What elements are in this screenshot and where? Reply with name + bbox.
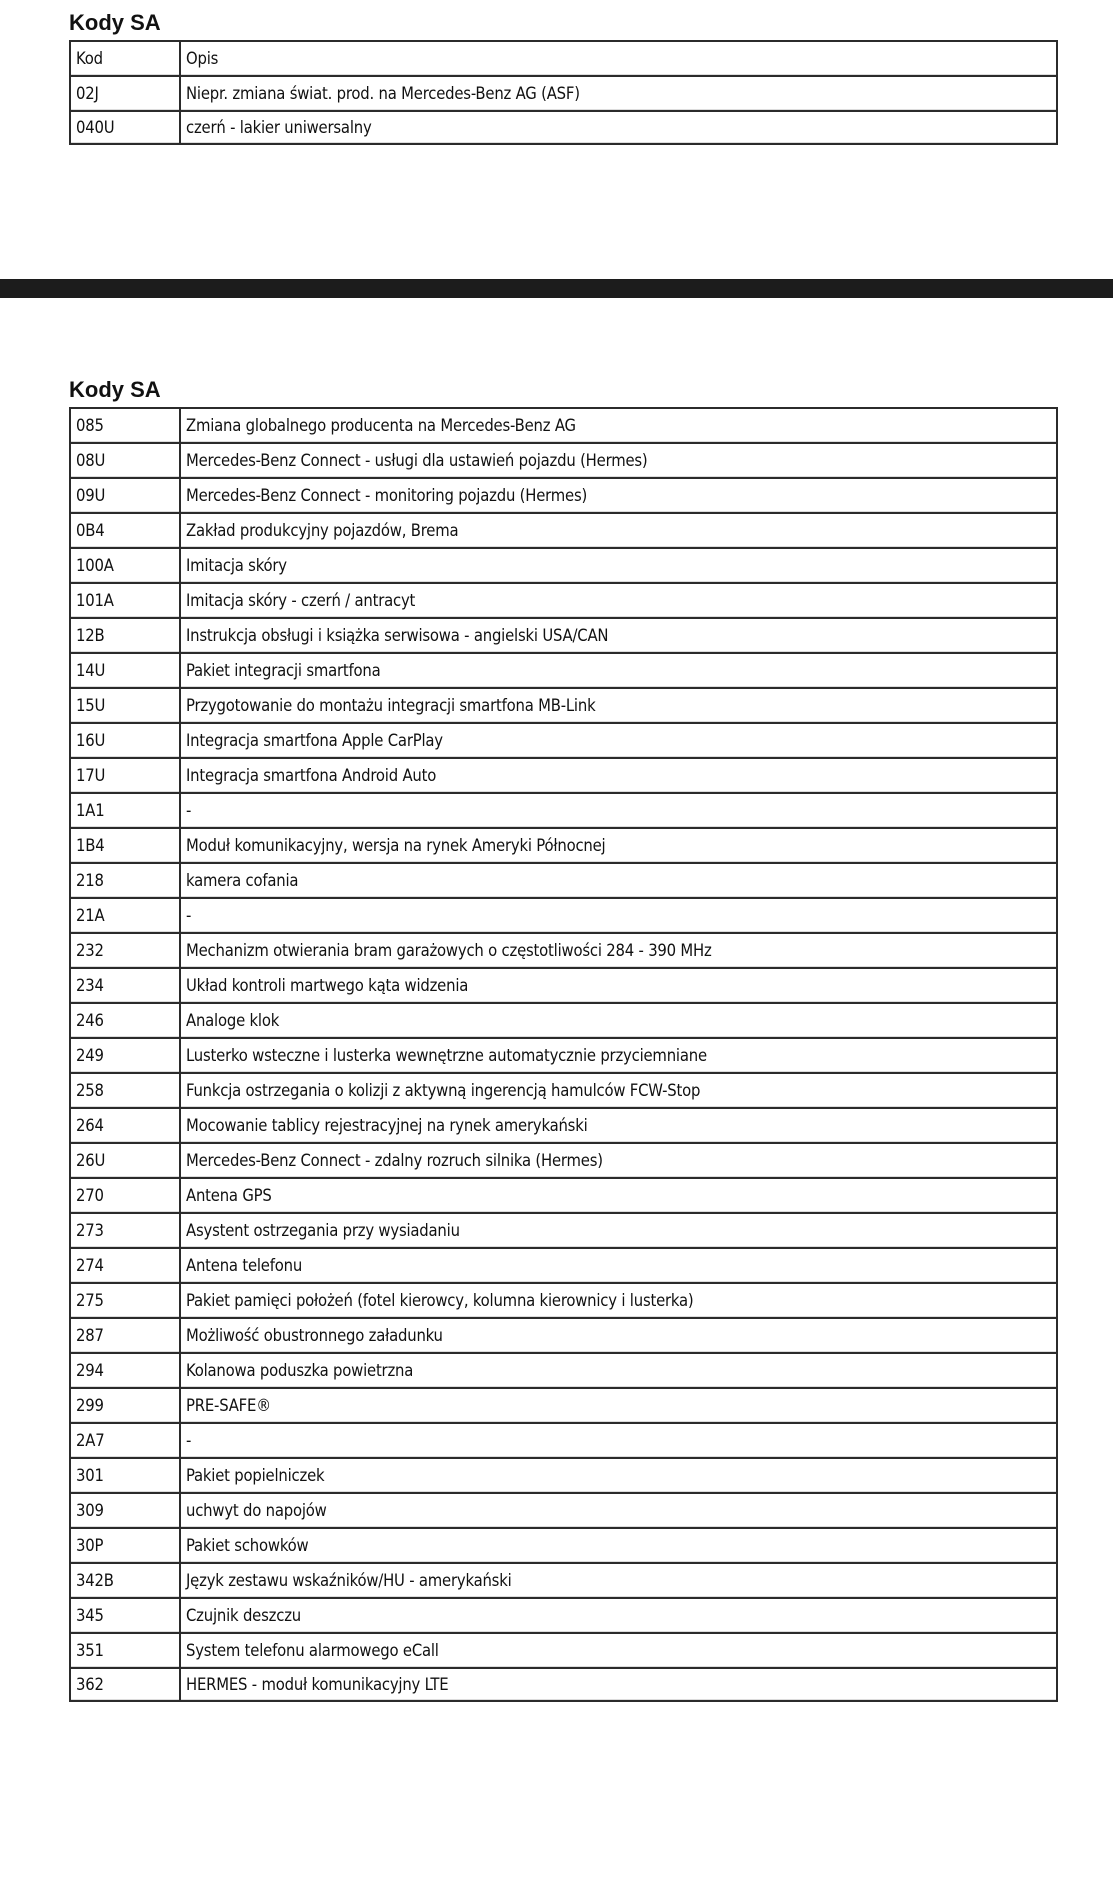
table-row bbox=[69, 757, 1058, 792]
code-cell: 12B bbox=[69, 617, 179, 652]
table-row bbox=[69, 1632, 1058, 1667]
table-row bbox=[69, 1282, 1058, 1317]
table-row bbox=[69, 407, 1058, 442]
description-cell: - bbox=[179, 1422, 1058, 1457]
description-cell: Możliwość obustronnego załadunku bbox=[179, 1317, 1058, 1352]
code-cell: 273 bbox=[69, 1212, 179, 1247]
table-row bbox=[69, 1212, 1058, 1247]
table-row bbox=[69, 75, 1058, 110]
table-row bbox=[69, 1667, 1058, 1702]
table-row bbox=[69, 722, 1058, 757]
code-cell: 100A bbox=[69, 547, 179, 582]
description-cell: Kolanowa poduszka powietrzna bbox=[179, 1352, 1058, 1387]
description-cell: Mercedes-Benz Connect - usługi dla ustawień pojazdu (Hermes) bbox=[179, 442, 1058, 477]
codes-table-main bbox=[69, 407, 1058, 1702]
table-row bbox=[69, 1107, 1058, 1142]
code-cell: 2A7 bbox=[69, 1422, 179, 1457]
table-row bbox=[69, 897, 1058, 932]
kody-sa-section-main bbox=[69, 373, 1058, 1702]
code-cell: 02J bbox=[69, 75, 179, 110]
description-cell: Analoge klok bbox=[179, 1002, 1058, 1037]
table-header-row bbox=[69, 40, 1058, 75]
description-cell: Pakiet integracji smartfona bbox=[179, 652, 1058, 687]
code-cell: 345 bbox=[69, 1597, 179, 1632]
description-cell: Czujnik deszczu bbox=[179, 1597, 1058, 1632]
code-cell: 246 bbox=[69, 1002, 179, 1037]
table-row bbox=[69, 1457, 1058, 1492]
description-cell: Zakład produkcyjny pojazdów, Brema bbox=[179, 512, 1058, 547]
code-cell: 274 bbox=[69, 1247, 179, 1282]
table-row bbox=[69, 1492, 1058, 1527]
description-cell: HERMES - moduł komunikacyjny LTE bbox=[179, 1667, 1058, 1702]
description-cell: Integracja smartfona Apple CarPlay bbox=[179, 722, 1058, 757]
table-row bbox=[69, 512, 1058, 547]
table-row bbox=[69, 1562, 1058, 1597]
code-cell: 09U bbox=[69, 477, 179, 512]
table-row bbox=[69, 547, 1058, 582]
code-cell: 218 bbox=[69, 862, 179, 897]
code-cell: 1B4 bbox=[69, 827, 179, 862]
description-cell: PRE-SAFE® bbox=[179, 1387, 1058, 1422]
table-row bbox=[69, 477, 1058, 512]
description-cell: Mercedes-Benz Connect - monitoring pojazdu (Hermes) bbox=[179, 477, 1058, 512]
table-row bbox=[69, 1142, 1058, 1177]
table-row bbox=[69, 932, 1058, 967]
table-row bbox=[69, 1177, 1058, 1212]
table-row bbox=[69, 1037, 1058, 1072]
table-row bbox=[69, 862, 1058, 897]
description-cell: Język zestawu wskaźników/HU - amerykański bbox=[179, 1562, 1058, 1597]
description-cell: czerń - lakier uniwersalny bbox=[179, 110, 1058, 145]
code-cell: 342B bbox=[69, 1562, 179, 1597]
description-cell: Pakiet popielniczek bbox=[179, 1457, 1058, 1492]
description-cell: Instrukcja obsługi i książka serwisowa - angielski USA/CAN bbox=[179, 617, 1058, 652]
description-cell: Pakiet schowków bbox=[179, 1527, 1058, 1562]
code-cell: 287 bbox=[69, 1317, 179, 1352]
table-row bbox=[69, 687, 1058, 722]
description-cell: - bbox=[179, 792, 1058, 827]
table-row bbox=[69, 110, 1058, 145]
table-row bbox=[69, 1527, 1058, 1562]
column-header-code: Kod bbox=[69, 40, 179, 75]
code-cell: 362 bbox=[69, 1667, 179, 1702]
table-row bbox=[69, 582, 1058, 617]
table-row bbox=[69, 652, 1058, 687]
code-cell: 15U bbox=[69, 687, 179, 722]
table-row bbox=[69, 617, 1058, 652]
description-cell: Funkcja ostrzegania o kolizji z aktywną ingerencją hamulców FCW-Stop bbox=[179, 1072, 1058, 1107]
description-cell: Układ kontroli martwego kąta widzenia bbox=[179, 967, 1058, 1002]
code-cell: 30P bbox=[69, 1527, 179, 1562]
description-cell: Mercedes-Benz Connect - zdalny rozruch silnika (Hermes) bbox=[179, 1142, 1058, 1177]
description-cell: Pakiet pamięci położeń (fotel kierowcy, kolumna kierownicy i lusterka) bbox=[179, 1282, 1058, 1317]
code-cell: 17U bbox=[69, 757, 179, 792]
section-divider-bar bbox=[0, 279, 1113, 298]
description-cell: Mocowanie tablicy rejestracyjnej na rynek amerykański bbox=[179, 1107, 1058, 1142]
code-cell: 1A1 bbox=[69, 792, 179, 827]
description-cell: kamera cofania bbox=[179, 862, 1058, 897]
code-cell: 309 bbox=[69, 1492, 179, 1527]
code-cell: 0B4 bbox=[69, 512, 179, 547]
table-row bbox=[69, 1002, 1058, 1037]
watermark bbox=[8, 1850, 208, 1890]
code-cell: 258 bbox=[69, 1072, 179, 1107]
table-row bbox=[69, 1352, 1058, 1387]
table-row bbox=[69, 1317, 1058, 1352]
table-row bbox=[69, 1247, 1058, 1282]
table-row bbox=[69, 1387, 1058, 1422]
code-cell: 351 bbox=[69, 1632, 179, 1667]
description-cell: - bbox=[179, 897, 1058, 932]
code-cell: 232 bbox=[69, 932, 179, 967]
code-cell: 14U bbox=[69, 652, 179, 687]
description-cell: Asystent ostrzegania przy wysiadaniu bbox=[179, 1212, 1058, 1247]
description-cell: Imitacja skóry bbox=[179, 547, 1058, 582]
code-cell: 264 bbox=[69, 1107, 179, 1142]
section-title: Kody SA bbox=[69, 377, 161, 402]
code-cell: 085 bbox=[69, 407, 179, 442]
code-cell: 040U bbox=[69, 110, 179, 145]
table-row bbox=[69, 967, 1058, 1002]
description-cell: Lusterko wsteczne i lusterka wewnętrzne automatycznie przyciemniane bbox=[179, 1037, 1058, 1072]
description-cell: Antena GPS bbox=[179, 1177, 1058, 1212]
code-cell: 294 bbox=[69, 1352, 179, 1387]
code-cell: 301 bbox=[69, 1457, 179, 1492]
code-cell: 08U bbox=[69, 442, 179, 477]
description-cell: Zmiana globalnego producenta na Mercedes-Benz AG bbox=[179, 407, 1058, 442]
table-row bbox=[69, 1597, 1058, 1632]
table-row bbox=[69, 792, 1058, 827]
description-cell: Moduł komunikacyjny, wersja na rynek Ameryki Północnej bbox=[179, 827, 1058, 862]
code-cell: 26U bbox=[69, 1142, 179, 1177]
description-cell: uchwyt do napojów bbox=[179, 1492, 1058, 1527]
description-cell: Niepr. zmiana świat. prod. na Mercedes-Benz AG (ASF) bbox=[179, 75, 1058, 110]
code-cell: 249 bbox=[69, 1037, 179, 1072]
code-cell: 270 bbox=[69, 1177, 179, 1212]
code-cell: 234 bbox=[69, 967, 179, 1002]
description-cell: Imitacja skóry - czerń / antracyt bbox=[179, 582, 1058, 617]
code-cell: 21A bbox=[69, 897, 179, 932]
code-cell: 275 bbox=[69, 1282, 179, 1317]
table-row bbox=[69, 442, 1058, 477]
description-cell: Antena telefonu bbox=[179, 1247, 1058, 1282]
code-cell: 101A bbox=[69, 582, 179, 617]
code-cell: 16U bbox=[69, 722, 179, 757]
column-header-description: Opis bbox=[179, 40, 1058, 75]
table-row bbox=[69, 1072, 1058, 1107]
kody-sa-section-top bbox=[69, 6, 1058, 145]
description-cell: Mechanizm otwierania bram garażowych o częstotliwości 284 - 390 MHz bbox=[179, 932, 1058, 967]
table-row bbox=[69, 1422, 1058, 1457]
description-cell: System telefonu alarmowego eCall bbox=[179, 1632, 1058, 1667]
code-cell: 299 bbox=[69, 1387, 179, 1422]
description-cell: Integracja smartfona Android Auto bbox=[179, 757, 1058, 792]
codes-table-top bbox=[69, 40, 1058, 145]
table-row bbox=[69, 827, 1058, 862]
description-cell: Przygotowanie do montażu integracji smartfona MB-Link bbox=[179, 687, 1058, 722]
section-title: Kody SA bbox=[69, 10, 161, 35]
